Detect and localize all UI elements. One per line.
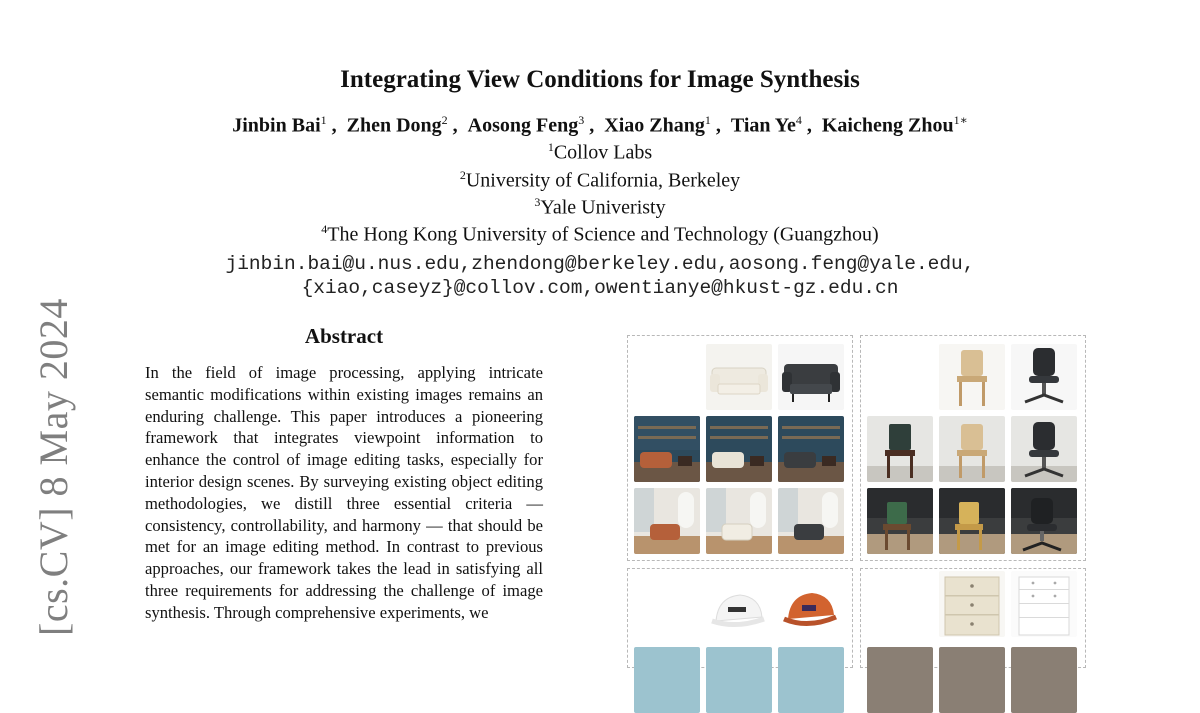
affiliation-name: The Hong Kong University of Science and Technology (Guangzhou)	[327, 223, 879, 246]
figure-panel-dresser	[860, 568, 1086, 668]
scene-thumb-desk-office-chair	[1011, 488, 1077, 554]
object-thumb-wooden-chair	[939, 344, 1005, 410]
scene-thumb-dining-wood-chair	[939, 416, 1005, 482]
affiliation-sup: 2	[459, 168, 466, 182]
author-emails	[0, 252, 1200, 300]
arxiv-side-stamp: [cs.CV] 8 May 2024	[31, 298, 76, 636]
object-thumb-orange-cap	[778, 577, 844, 643]
scene-thumb-living-room-source	[634, 416, 700, 482]
object-thumb-white-dresser	[1011, 571, 1077, 637]
scene-thumb-cap-1	[634, 647, 700, 713]
affiliation-line	[0, 195, 1200, 220]
author-name: Tian Ye	[730, 114, 796, 137]
object-thumb-office-chair	[1011, 344, 1077, 410]
scene-thumb-cap-2	[706, 647, 772, 713]
object-thumb-beige-dresser	[939, 571, 1005, 637]
affiliation-name: Yale Univeristy	[540, 196, 666, 219]
author-name: Kaicheng Zhou	[821, 114, 954, 137]
paper-title: Integrating View Conditions for Image Synthesis	[340, 66, 860, 93]
object-thumb-white-cap	[706, 577, 772, 643]
scene-thumb-room-white	[706, 488, 772, 554]
scene-thumb-cap-3	[778, 647, 844, 713]
author-affil-sup: 1	[704, 113, 711, 127]
affiliation-sup: 1	[547, 140, 554, 154]
scene-thumb-living-room-white	[706, 416, 772, 482]
author-affil-sup: 1∗	[953, 113, 968, 127]
author-name: Jinbin Bai	[232, 114, 321, 137]
scene-thumb-dresser-1	[867, 647, 933, 713]
figure-panel-sofa	[627, 335, 853, 561]
scene-thumb-living-room-dark	[778, 416, 844, 482]
affiliation-line	[0, 222, 1200, 247]
scene-thumb-room-dark	[778, 488, 844, 554]
scene-thumb-dresser-2	[939, 647, 1005, 713]
affiliation-name: Collov Labs	[553, 141, 653, 164]
author-affil-sup: 2	[441, 113, 448, 127]
abstract-heading: Abstract	[304, 324, 384, 348]
affiliation-sup: 3	[534, 195, 541, 209]
author-affil-sup: 4	[795, 113, 802, 127]
email-line: {xiao,caseyz}@collov.com,owentianye@hkust-gz.edu.cn	[301, 277, 899, 299]
abstract-body: In the field of image processing, applying intricate semantic modifications within existing images remains an enduring challenge. This paper introduces a pioneering framework that integrates viewpoint information to enhance the control of image editing tasks, especially for interior design scenes. By surveying existing object editing methodologies, we distill three essential criteria — consistency, controllability, and harmony — that should be met for an image editing method. In contrast to previous approaches, our framework takes the lead in satisfying all three requirements for addressing the challenge of image synthesis. Through comprehensive experiments, we	[145, 363, 543, 622]
author-list: Jinbin Bai$^1$ , Zhen Dong$^2$ , Aosong Feng$^3$ , Xiao Zhang$^1$ , Tian Ye$^4$ , Kaicheng Zhou$^{1∗}$	[232, 113, 968, 137]
scene-thumb-desk-yellow-chair	[939, 488, 1005, 554]
object-thumb-white-sofa	[706, 344, 772, 410]
affiliation-line	[0, 168, 1200, 193]
author-affil-sup: 3	[578, 113, 585, 127]
scene-thumb-desk-green-chair	[867, 488, 933, 554]
author-name: Aosong Feng	[467, 114, 579, 137]
figure-panel-chair	[860, 335, 1086, 561]
email-line: jinbin.bai@u.nus.edu,zhendong@berkeley.edu,aosong.feng@yale.edu,	[225, 253, 975, 275]
scene-thumb-room-source	[634, 488, 700, 554]
scene-thumb-dining-dark-chair	[867, 416, 933, 482]
affiliation-name: University of California, Berkeley	[465, 169, 741, 192]
object-thumb-dark-sofa	[778, 344, 844, 410]
author-name: Zhen Dong	[346, 114, 442, 137]
affiliation-line	[0, 140, 1200, 165]
scene-thumb-dresser-3	[1011, 647, 1077, 713]
figure-panel-cap	[627, 568, 853, 668]
author-affil-sup: 1	[320, 113, 327, 127]
author-name: Xiao Zhang	[604, 114, 705, 137]
scene-thumb-dining-office-chair	[1011, 416, 1077, 482]
affiliation-sup: 4	[321, 222, 328, 236]
